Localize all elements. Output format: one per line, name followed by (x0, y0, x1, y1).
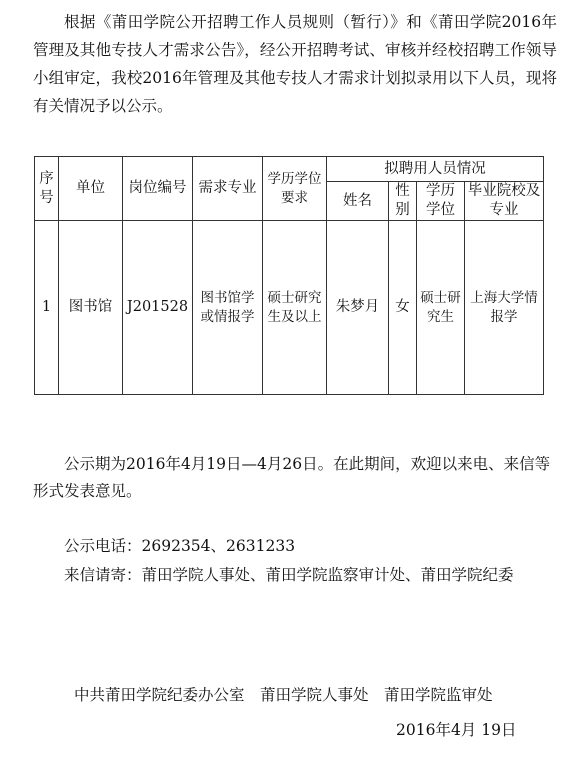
cell-seq: 1 (35, 221, 59, 395)
col-header-post-code: 岗位编号 (123, 157, 193, 221)
header-row-1 (35, 157, 544, 182)
cell-school: 上海大学情报学 (465, 221, 544, 395)
signature-line: 中共莆田学院纪委办公室 莆田学院人事处 莆田学院监审处 (74, 686, 493, 704)
date-line: 2016年4月 19日 (396, 721, 517, 739)
cell-edu-req: 硕士研究生及以上 (263, 221, 327, 395)
cell-name: 朱梦月 (327, 221, 389, 395)
notice-paragraph: 公示期为2016年4月19日—4月26日。在此期间，欢迎以来电、来信等形式发表意见。 (33, 455, 551, 500)
col-header-candidate-group: 拟聘用人员情况 (327, 157, 544, 182)
intro-paragraph: 根据《莆田学院公开招聘工作人员规则（暂行）》和《莆田学院2016年管理及其他专技人才需求公告》，经公开招聘考试、审核并经校招聘工作领导小组审定，我校2016年管理及其他专技人才需求计划拟录用以下人员，现将有关情况予以公示。 (33, 13, 557, 115)
col-header-gender: 性别 (389, 182, 417, 221)
cell-gender: 女 (389, 221, 417, 395)
col-header-name: 姓名 (327, 182, 389, 221)
mail-line: 来信请寄：莆田学院人事处、莆田学院监察审计处、莆田学院纪委 (64, 566, 514, 584)
recruitment-table (34, 156, 544, 395)
col-header-edu: 学历学位 (417, 182, 465, 221)
col-header-major-req: 需求专业 (193, 157, 263, 221)
col-header-unit: 单位 (59, 157, 123, 221)
col-header-edu-req: 学历学位要求 (263, 157, 327, 221)
col-header-seq: 序号 (35, 157, 59, 221)
cell-edu: 硕士研究生 (417, 221, 465, 395)
table-row (35, 221, 544, 395)
cell-post-code: J201528 (123, 221, 193, 395)
col-header-school: 毕业院校及专业 (465, 182, 544, 221)
cell-unit: 图书馆 (59, 221, 123, 395)
cell-major-req: 图书馆学或情报学 (193, 221, 263, 395)
phone-line: 公示电话：2692354、2631233 (64, 537, 296, 555)
